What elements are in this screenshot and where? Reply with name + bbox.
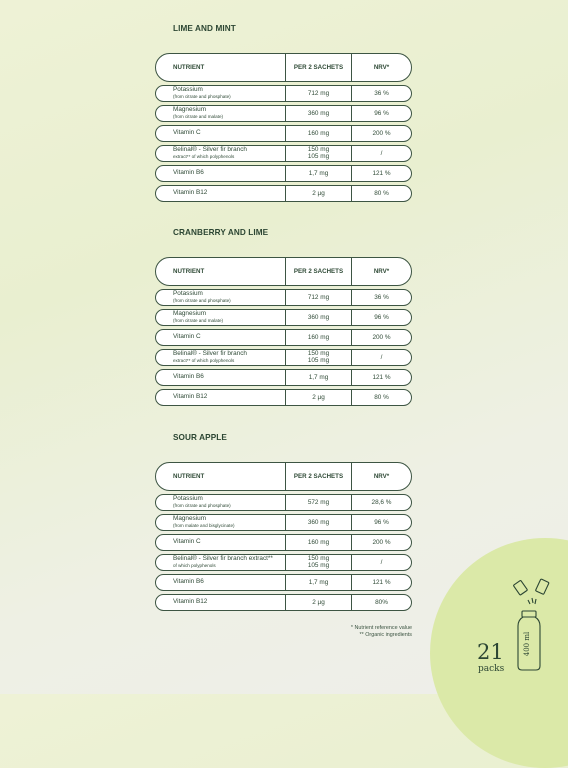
quantity-value: 2 µg [312, 599, 325, 606]
nrv-cell [352, 310, 411, 325]
nutrient-cell [156, 186, 286, 201]
table-row [155, 145, 412, 162]
nutrient-name: Magnesium [173, 515, 207, 522]
nrv-cell [352, 166, 411, 181]
table-row [155, 85, 412, 102]
nutrient-cell [156, 166, 286, 181]
nutrient-source: (from citrate and malate) [173, 113, 224, 119]
nutrient-source: extract** of which polyphenols [173, 357, 235, 363]
nutrient-name-block [173, 311, 223, 324]
table-row [155, 185, 412, 202]
nutrition-table [155, 462, 412, 611]
quantity-cell [286, 166, 352, 181]
nutrient-name-block [173, 190, 207, 197]
nrv-value: / [380, 354, 383, 361]
table-header-row [155, 257, 412, 286]
header-nutrient: NUTRIENT [156, 258, 286, 285]
header-per-2-sachets: PER 2 SACHETS [286, 258, 352, 285]
nutrient-name: Vitamin B12 [173, 189, 208, 197]
quantity-cell [286, 555, 352, 570]
nrv-value: 121 % [372, 374, 391, 381]
quantity-value: 2 µg [312, 190, 325, 197]
quantity-value: 712 mg [307, 90, 330, 97]
nrv-cell [352, 495, 411, 510]
header-nrv: NRV* [373, 268, 390, 275]
quantity-cell [286, 106, 352, 121]
nutrient-cell [156, 330, 286, 345]
nutrient-cell [156, 106, 286, 121]
nutrient-source: (from citrate and phosphate) [173, 502, 231, 508]
table-row [155, 289, 412, 306]
nutrient-cell [156, 535, 286, 550]
table-row [155, 389, 412, 406]
quantity-cell [286, 330, 352, 345]
nrv-cell [352, 350, 411, 365]
nutrient-name-block [173, 170, 204, 177]
nrv-value: 200 % [372, 539, 391, 546]
nutrient-cell [156, 146, 286, 161]
nutrient-name-block [173, 107, 223, 120]
quantity-value: 1,7 mg [308, 170, 329, 177]
nrv-value: 200 % [372, 334, 391, 341]
header-nutrient: NUTRIENT [156, 54, 286, 81]
footnotes [300, 625, 412, 639]
table-row [155, 349, 412, 366]
section-title-cranberry-lime: CRANBERRY AND LIME [173, 228, 269, 237]
quantity-value: 150 mg [307, 146, 330, 153]
nutrient-name: Belinal® - Silver fir branch [173, 146, 247, 153]
nrv-cell [352, 146, 411, 161]
table-row [155, 165, 412, 182]
quantity-value: 360 mg [307, 110, 330, 117]
quantity-cell [286, 595, 352, 610]
footnote-organic: ** Organic ingredients [359, 632, 412, 638]
nutrient-cell [156, 595, 286, 610]
header-nrv: NRV* [373, 473, 390, 480]
quantity-cell [286, 575, 352, 590]
nutrient-source: (from citrate and malate) [173, 317, 224, 323]
nutrient-cell [156, 515, 286, 530]
nutrient-source: (from citrate and phosphate) [173, 297, 231, 303]
nutrient-name-block [173, 599, 207, 606]
quantity-value: 150 mg [307, 555, 330, 562]
nrv-value: 121 % [372, 170, 391, 177]
nutrient-source: of which polyphenols [173, 562, 216, 568]
header-nrv: NRV* [373, 64, 390, 71]
nrv-value: 96 % [374, 519, 389, 526]
nrv-cell [352, 370, 411, 385]
nutrient-name-block [173, 496, 231, 509]
nutrient-name-block [173, 130, 201, 137]
quantity-value: 712 mg [307, 294, 330, 301]
nrv-cell [352, 106, 411, 121]
quantity-cell [286, 186, 352, 201]
nutrient-name: Magnesium [173, 310, 207, 317]
nutrition-table-sour-apple [155, 462, 412, 614]
table-row [155, 534, 412, 551]
quantity-value: 1,7 mg [308, 374, 329, 381]
quantity-cell [286, 146, 352, 161]
bottle-icon [510, 578, 560, 673]
packs-count: 21 [477, 640, 504, 664]
nutrient-name-block [173, 87, 231, 100]
nutrient-name: Vitamin B6 [173, 169, 204, 177]
section-title-sour-apple: SOUR APPLE [173, 433, 227, 442]
quantity-value-secondary: 105 mg [307, 152, 330, 160]
nrv-value: 36 % [374, 294, 389, 301]
header-nutrient: NUTRIENT [156, 463, 286, 490]
nutrient-name: Vitamin B6 [173, 578, 204, 586]
table-row [155, 594, 412, 611]
nrv-value: 80 % [374, 190, 389, 197]
nutrient-cell [156, 126, 286, 141]
nrv-value: 80 % [374, 394, 389, 401]
nutrition-table-lime-mint [155, 53, 412, 205]
nutrient-source: (from citrate and phosphate) [173, 93, 231, 99]
nutrient-cell [156, 370, 286, 385]
quantity-cell [286, 535, 352, 550]
nutrient-name-block [173, 556, 273, 569]
nutrient-name: Potassium [173, 495, 203, 502]
quantity-value: 160 mg [307, 334, 330, 341]
nrv-cell [352, 515, 411, 530]
header-per-2-sachets: PER 2 SACHETS [286, 54, 352, 81]
quantity-cell [286, 310, 352, 325]
table-row [155, 309, 412, 326]
quantity-value: 572 mg [307, 499, 330, 506]
table-row [155, 574, 412, 591]
quantity-cell [286, 515, 352, 530]
nrv-value: 96 % [374, 110, 389, 117]
nrv-cell [352, 595, 411, 610]
nutrient-name-block [173, 147, 247, 160]
nutrient-name-block [173, 374, 204, 381]
volume-label: 400 ml [523, 631, 531, 657]
footnote-nrv: * Nutrient reference value [350, 625, 412, 631]
quantity-value: 2 µg [312, 394, 325, 401]
nrv-cell [352, 390, 411, 405]
nutrient-name-block [173, 539, 201, 546]
nrv-cell [352, 186, 411, 201]
quantity-cell [286, 495, 352, 510]
nutrient-name: Vitamin B6 [173, 373, 204, 381]
quantity-value: 150 mg [307, 350, 330, 357]
table-row [155, 369, 412, 386]
quantity-cell [286, 290, 352, 305]
quantity-pair [308, 351, 329, 364]
nrv-value: / [380, 150, 383, 157]
nutrition-table-cranberry-lime [155, 257, 412, 409]
nrv-value: 121 % [372, 579, 391, 586]
packs-label: packs [478, 664, 505, 674]
nutrient-cell [156, 390, 286, 405]
nrv-value: 80% [375, 599, 388, 606]
nutrient-name: Vitamin C [173, 333, 201, 341]
nutrient-name: Vitamin B12 [173, 393, 208, 401]
quantity-value: 360 mg [307, 519, 330, 526]
quantity-value-secondary: 105 mg [307, 561, 330, 569]
nrv-cell [352, 86, 411, 101]
table-row [155, 554, 412, 571]
quantity-value: 1,7 mg [308, 579, 329, 586]
table-header-row [155, 462, 412, 491]
nrv-value: / [380, 559, 383, 566]
nrv-cell [352, 575, 411, 590]
nutrient-name-block [173, 394, 207, 401]
nrv-cell [352, 290, 411, 305]
section-title-lime-mint: LIME AND MINT [173, 24, 236, 33]
nrv-value: 28,6 % [371, 499, 392, 506]
table-header-row [155, 53, 412, 82]
nrv-cell [352, 535, 411, 550]
quantity-cell [286, 86, 352, 101]
nutrient-cell [156, 495, 286, 510]
table-row [155, 105, 412, 122]
nutrition-table [155, 257, 412, 406]
quantity-cell [286, 350, 352, 365]
nutrient-name-block [173, 516, 235, 529]
nutrient-name: Vitamin C [173, 538, 201, 546]
nrv-value: 36 % [374, 90, 389, 97]
table-row [155, 329, 412, 346]
nutrient-name-block [173, 579, 204, 586]
quantity-pair [308, 556, 329, 569]
nutrient-name-block [173, 334, 201, 341]
nutrient-name-block [173, 291, 231, 304]
quantity-cell [286, 126, 352, 141]
nutrient-name: Magnesium [173, 106, 207, 113]
quantity-value: 160 mg [307, 539, 330, 546]
quantity-value: 160 mg [307, 130, 330, 137]
nutrient-name: Potassium [173, 290, 203, 297]
quantity-cell [286, 390, 352, 405]
nutrient-name: Belinal® - Silver fir branch extract** [173, 555, 273, 562]
nrv-value: 200 % [372, 130, 391, 137]
nutrient-name: Belinal® - Silver fir branch [173, 350, 247, 357]
table-row [155, 125, 412, 142]
nrv-cell [352, 555, 411, 570]
quantity-value-secondary: 105 mg [307, 356, 330, 364]
quantity-pair [308, 147, 329, 160]
nutrient-cell [156, 350, 286, 365]
nrv-value: 96 % [374, 314, 389, 321]
nutrient-name-block [173, 351, 247, 364]
nutrient-cell [156, 290, 286, 305]
nutrient-name: Vitamin C [173, 129, 201, 137]
nutrient-cell [156, 310, 286, 325]
nrv-cell [352, 126, 411, 141]
nutrient-cell [156, 575, 286, 590]
table-row [155, 514, 412, 531]
nutrient-source: extract** of which polyphenols [173, 153, 235, 159]
nutrient-name: Vitamin B12 [173, 598, 208, 606]
nutrition-table [155, 53, 412, 202]
nutrient-cell [156, 555, 286, 570]
nrv-cell [352, 330, 411, 345]
quantity-value: 360 mg [307, 314, 330, 321]
table-row [155, 494, 412, 511]
nutrient-cell [156, 86, 286, 101]
quantity-cell [286, 370, 352, 385]
nutrient-name: Potassium [173, 86, 203, 93]
nutrient-source: (from malate and bisglycinate) [173, 522, 235, 528]
header-per-2-sachets: PER 2 SACHETS [286, 463, 352, 490]
